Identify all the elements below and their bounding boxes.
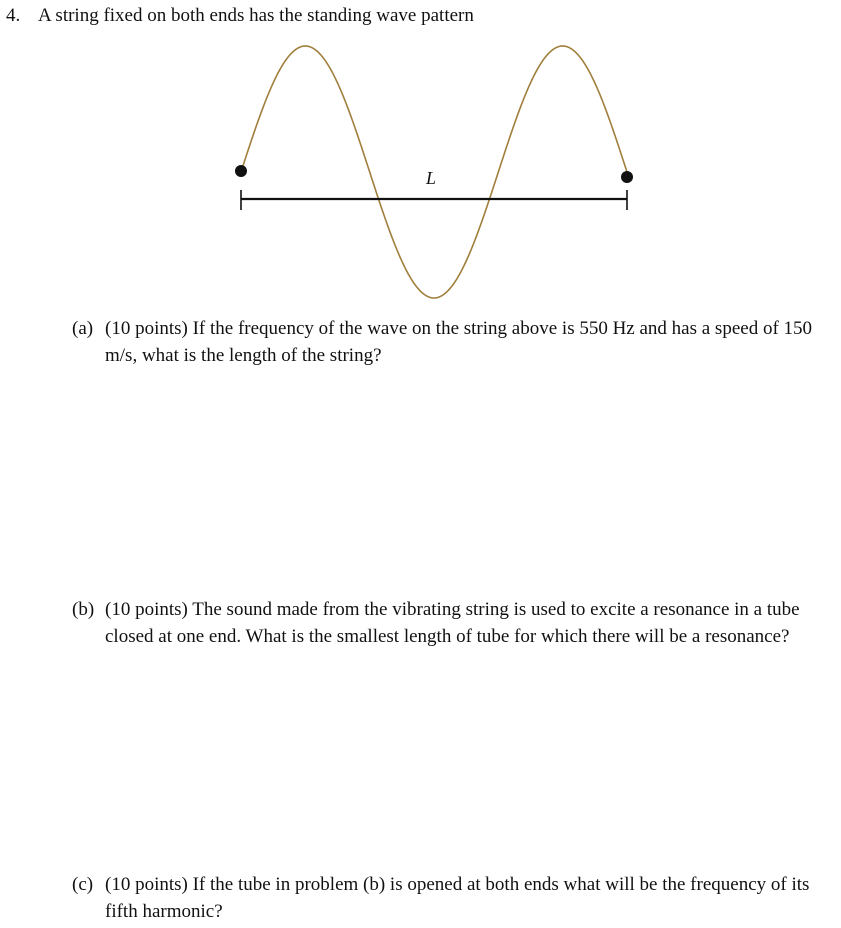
part-a	[72, 315, 837, 369]
question-number: 4.	[6, 5, 21, 26]
left-fixed-end-dot	[235, 165, 247, 177]
part-a-text: (10 points) If the frequency of the wave on the string above is 550 Hz and has a speed of 150 m/s, what is the length of the string?	[105, 318, 813, 366]
part-c-text: (10 points) If the tube in problem (b) is opened at both ends what will be the frequency of its fifth harmonic?	[105, 874, 810, 922]
question-stem: A string fixed on both ends has the standing wave pattern	[38, 5, 474, 26]
part-c-label: (c)	[72, 874, 94, 895]
part-c	[72, 871, 837, 925]
right-fixed-end-dot	[621, 171, 633, 183]
part-b-text: (10 points) The sound made from the vibrating string is used to excite a resonance in a tube closed at one end. What is the smallest length of tube for which there will be a resonance?	[105, 599, 800, 647]
standing-wave-diagram	[0, 0, 841, 310]
part-b-label: (b)	[72, 599, 95, 620]
length-label: L	[426, 168, 437, 188]
part-a-label: (a)	[72, 318, 94, 339]
part-b	[72, 596, 837, 650]
